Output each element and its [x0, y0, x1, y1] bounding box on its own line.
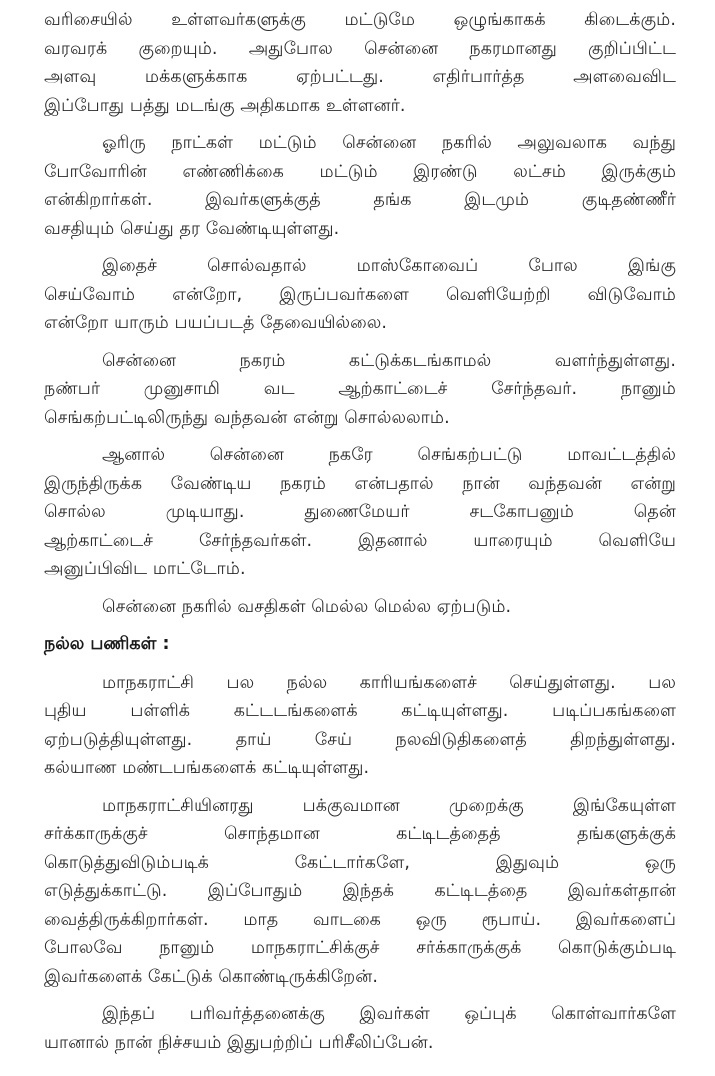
paragraph — [44, 252, 676, 338]
text-line: ஆற்காட்டைச் சேர்ந்தவர்கள். இதனால் யாரையும் வெளியே — [44, 530, 676, 551]
text-line: போவோரின் எண்ணிக்கை மட்டும் இரண்டு லட்சம் இருக்கும் — [44, 161, 676, 182]
text-line: வைத்திருக்கிறார்கள். மாத வாடகை ஒரு ரூபாய். இவர்களைப் — [44, 909, 676, 930]
text-line: மாநகராட்சியினரது பக்குவமான முறைக்கு இங்கேயுள்ள — [102, 795, 676, 816]
paragraph — [44, 129, 676, 243]
paragraph — [44, 347, 676, 433]
text-line: இதைச் சொல்வதால் மாஸ்கோவைப் போல இங்கு — [102, 256, 676, 276]
text-line: இவர்களைக் கேட்டுக் கொண்டிருக்கிறேன். — [44, 966, 379, 987]
text-line: யானால் நான் நிச்சயம் இதுபற்றிப் பரிசீலிப்பேன். — [44, 1032, 434, 1053]
text-line: சொல்ல முடியாது. துணைமேயர் சடகோபனும் தென் — [44, 502, 676, 522]
text-line: வசதியும் செய்து தர வேண்டியுள்ளது. — [44, 218, 340, 239]
text-line: செங்கற்பட்டிலிருந்து வந்தவன் என்று சொல்லலாம். — [44, 407, 450, 428]
text-line: சென்னை நகரில் வசதிகள் மெல்ல மெல்ல ஏற்படும். — [102, 596, 512, 617]
text-line: கல்யாண மண்டபங்களைக் கட்டியுள்ளது. — [44, 758, 370, 778]
paragraph — [44, 6, 676, 120]
text-line: கொடுத்துவிடும்படிக் கேட்டார்களே, இதுவும் ஒரு — [44, 852, 676, 873]
text-line: ஏற்படுத்தியுள்ளது. தாய் சேய் நலவிடுதிகளைத் திறந்துள்ளது. — [44, 729, 676, 750]
text-line: வரவரக் குறையும். அதுபோல சென்னை நகரமானது குறிப்பிட்ட — [44, 38, 676, 59]
text-line: இந்தப் பரிவர்த்தனைக்கு இவர்கள் ஒப்புக் கொள்வார்களே — [102, 1004, 676, 1024]
text-line: புதிய பள்ளிக் கட்டடங்களைக் கட்டியுள்ளது. படிப்பகங்களை — [44, 701, 676, 721]
text-line: என்கிறார்கள். இவர்களுக்குத் தங்க இடமும் குடிதண்ணீர் — [44, 190, 676, 210]
text-line: அனுப்பிவிட மாட்டோம். — [44, 559, 246, 579]
text-line: ஆனால் சென்னை நகரே செங்கற்பட்டு மாவட்டத்தில் — [102, 445, 676, 465]
text-line: ஓரிரு நாட்கள் மட்டும் சென்னை நகரில் அலுவலாக வந்து — [102, 133, 676, 153]
document-page — [44, 6, 676, 1066]
text-line: சர்க்காருக்குச் சொந்தமான கட்டிடத்தைத் தங்களுக்குக் — [44, 824, 676, 844]
text-line: என்றோ யாரும் பயப்படத் தேவையில்லை. — [44, 313, 388, 333]
text-line: சென்னை நகரம் கட்டுக்கடங்காமல் வளர்ந்துள்ளது. — [102, 350, 676, 371]
paragraph — [44, 593, 676, 622]
paragraph — [44, 792, 676, 992]
text-line: எடுத்துக்காட்டு. இப்போதும் இந்தக் கட்டிடத்தை இவர்கள்தான் — [44, 881, 676, 901]
section-heading: நல்ல பணிகள் : — [44, 634, 170, 654]
text-line: இருந்திருக்க வேண்டிய நகரம் என்பதால் நான் வந்தவன் என்று — [44, 473, 676, 494]
paragraph — [44, 1000, 676, 1057]
text-line: இப்போது பத்து மடங்கு அதிகமாக உள்ளனர். — [44, 95, 406, 116]
text-line: போலவே நானும் மாநகராட்சிக்குச் சர்க்காருக்குக் கொடுக்கும்படி — [44, 938, 676, 958]
paragraph — [44, 441, 676, 584]
text-line: வரிசையில் உள்ளவர்களுக்கு மட்டுமே ஒழுங்காகக் கிடைக்கும். — [44, 10, 676, 30]
text-line: அளவு மக்களுக்காக ஏற்பட்டது. எதிர்பார்த்த அளவைவிட — [44, 67, 676, 87]
paragraph — [44, 669, 676, 783]
text-line: செய்வோம் என்றோ, இருப்பவர்களை வெளியேற்றி விடுவோம் — [44, 284, 676, 305]
text-line: நண்பர் முனுசாமி வட ஆற்காட்டைச் சேர்ந்தவர். நானும் — [44, 379, 676, 399]
text-line: மாநகராட்சி பல நல்ல காரியங்களைச் செய்துள்ளது. பல — [102, 672, 676, 693]
